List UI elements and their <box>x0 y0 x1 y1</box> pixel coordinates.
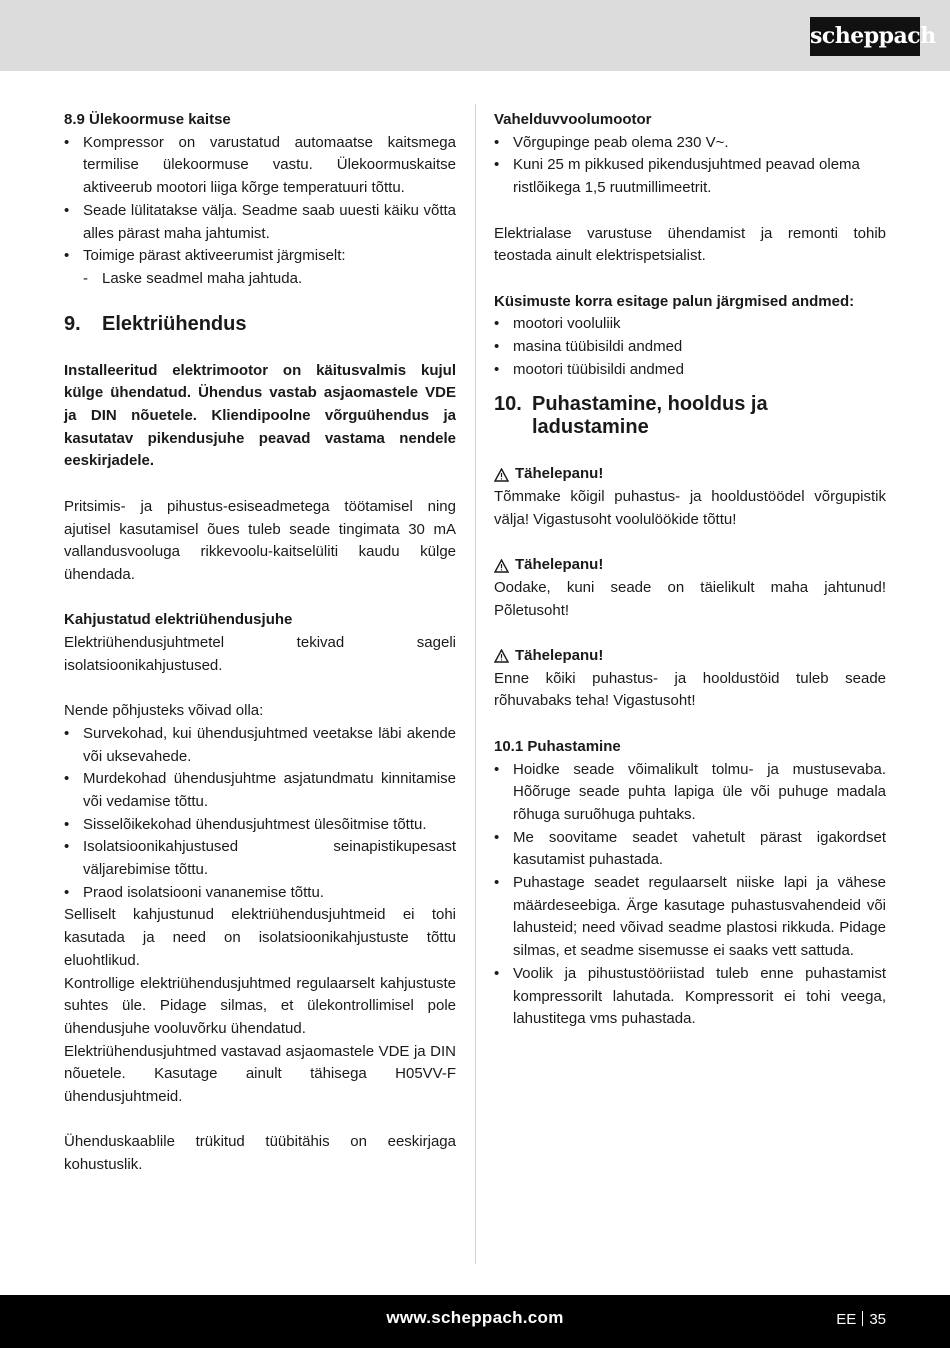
damaged-cable-text: Elektriühendusjuhtmetel tekivad sageli isolatsioonikahjustused. <box>64 634 456 674</box>
list-item: • Sisselõikekohad ühendusjuhtmest ülesõitmise tõttu. <box>64 814 456 837</box>
right-column <box>494 109 886 1031</box>
list-item: • mootori vooluliik <box>494 313 886 336</box>
section-8-9-title: 8.9 Ülekoormuse kaitse <box>64 111 231 128</box>
section-number: 9. <box>64 312 81 335</box>
list-item: • Seade lülitatakse välja. Seadme saab uuesti käiku võtta alles pärast maha jahtumist. <box>64 200 456 245</box>
section-title-line-1: Puhastamine, hooldus ja <box>532 393 768 416</box>
list-item: • Survekohad, kui ühendusjuhtmed veetakse läbi akende või uksevahede. <box>64 723 456 768</box>
section-9-intro: Installeeritud elektrimootor on käitusvalmis kujul külge ühendatud. Ühendus vastab asjaomastele VDE ja DIN nõuetele. Kliendipoolne võrguühendus ja kasutatav pikendusjuhe peavad vastama nendele eeskirjadele. <box>64 361 456 470</box>
language-code: EE <box>836 1311 857 1328</box>
list-item: • Toimige pärast aktiveerumist järgmiselt: <box>64 245 456 268</box>
warning-text: Oodake, kuni seade on täielikult maha jahtunud! Põletusoht! <box>494 578 886 619</box>
list-item: • Murdekohad ühendusjuhtme asjatundmatu kinnitamise või vedamise tõttu. <box>64 768 456 813</box>
section-title: Elektriühendus <box>102 312 247 335</box>
list-item: • Võrgupinge peab olema 230 V~. <box>494 132 886 155</box>
warning-label-text: Tähelepanu! <box>515 556 604 574</box>
warning-label <box>494 645 886 668</box>
warning-block <box>494 463 886 531</box>
questions-title: Küsimuste korra esitage palun järgmised andmed: <box>494 292 855 310</box>
list-item: • mootori tüübisildi andmed <box>494 359 886 382</box>
left-column <box>64 109 456 1177</box>
warning-block <box>494 645 886 713</box>
section-title-line-2: ladustamine <box>532 416 649 439</box>
rcd-paragraph: Pritsimis- ja pihustus-esiseadmetega töötamisel ning ajutisel kasutamisel õues tuleb seade tingimata 30 mA vallandusvooluga rikkevoolu-kaitselüliti kaudu külge ühendada. <box>64 497 456 583</box>
cable-standard-text: Elektriühendusjuhtmed vastavad asjaomastele VDE ja DIN nõuetele. Kasutage ainult tähisega H05VV-F ühendusjuhtmeid. <box>64 1042 456 1106</box>
sub-list-item: - Laske seadmel maha jahtuda. <box>64 268 456 291</box>
page-number: 35 <box>869 1311 886 1328</box>
section-number: 10. <box>494 393 522 416</box>
list-item: • Praod isolatsiooni vananemise tõttu. <box>64 882 456 905</box>
page-separator <box>862 1311 863 1326</box>
causes-intro: Nende põhjusteks võivad olla: <box>64 702 264 720</box>
list-item: • Voolik ja pihustustööriistad tuleb enne puhastamist kompressorilt lahutada. Kompressorit ei tohi veega, lahustitega vms puhastada. <box>494 963 886 1031</box>
warning-label-text: Tähelepanu! <box>515 465 604 483</box>
causes-list <box>64 723 456 905</box>
warning-label-text: Tähelepanu! <box>515 647 604 664</box>
closing-text: Ühenduskaablile trükitud tüübitähis on eeskirjaga kohustuslik. <box>64 1133 456 1174</box>
page-indicator <box>836 1309 886 1332</box>
warning-text: Enne kõiki puhastus- ja hooldustöid tuleb seade rõhuvabaks teha! Vigastusoht! <box>494 669 886 710</box>
warning-label <box>494 554 886 577</box>
list-item: • masina tüübisildi andmed <box>494 336 886 359</box>
list-item: • Isolatsioonikahjustused seinapistikupesast väljarebimise tõttu. <box>64 836 456 881</box>
warning-label <box>494 463 886 486</box>
list-item: • Hoidke seade võimalikult tolmu- ja mustusevaba. Hõõruge seade puhta lapiga üle või puhuge madala rõhuga suruõhuga puhtaks. <box>494 759 886 827</box>
column-divider <box>475 104 476 1264</box>
damaged-cable-title: Kahjustatud elektriühendusjuhe <box>64 611 293 629</box>
list-item: • Me soovitame seadet vahetult pärast igakordset kasutamist puhastada. <box>494 827 886 872</box>
section-8-9-list <box>64 132 456 268</box>
warning-triangle-icon <box>494 559 509 573</box>
warning-triangle-icon <box>494 649 509 663</box>
warning-triangle-icon <box>494 468 509 482</box>
ac-motor-list <box>494 132 886 200</box>
specialist-text: Elektrialase varustuse ühendamist ja remonti tohib teostada ainult elektrispetsialist. <box>494 224 886 265</box>
section-title <box>532 393 768 439</box>
questions-list <box>494 313 886 381</box>
warning-block <box>494 554 886 622</box>
section-10-1-title: 10.1 Puhastamine <box>494 737 621 755</box>
footer-bar <box>0 1295 950 1348</box>
list-item: • Puhastage seadet regulaarselt niiske lapi ja vähese määrdeseebiga. Ärge kasutage puhastusvahendeid või lahusteid; need võivad seadme plastosi rikkuda. Pidage silmas, et seadme sisemusse ei saaks vett sattuda. <box>494 872 886 963</box>
cable-check-text: Kontrollige elektriühendusjuhtmed regulaarselt kahjustuste suhtes üle. Pidage silmas, et ülekontrollimisel pole ühendusjuhe vooluvõrku ühendatud. <box>64 974 456 1037</box>
cleaning-list <box>494 759 886 1031</box>
brand-logo: scheppach <box>810 17 920 56</box>
website-link[interactable]: www.scheppach.com <box>386 1308 564 1327</box>
section-10-heading <box>494 393 886 439</box>
ac-motor-title: Vahelduvvoolumootor <box>494 111 652 128</box>
warning-text: Tõmmake kõigil puhastus- ja hooldustöödel võrgupistik välja! Vigastusoht voolulöökide tõttu! <box>494 488 886 528</box>
list-item: • Kuni 25 m pikkused pikendusjuhtmed peavad olema ristlõikega 1,5 ruutmillimeetrit. <box>494 154 886 199</box>
cable-warning-text: Selliselt kahjustunud elektriühendusjuhtmeid ei tohi kasutada ja need on isolatsioonikahjustuste tõttu eluohtlikud. <box>64 906 456 969</box>
list-item: • Kompressor on varustatud automaatse kaitsmega termilise ülekoormuse vastu. Ülekoormuskaitse aktiveerub mootori liiga kõrge temperatuuri tõttu. <box>64 132 456 200</box>
header-band <box>0 0 950 71</box>
section-9-heading <box>64 313 456 336</box>
